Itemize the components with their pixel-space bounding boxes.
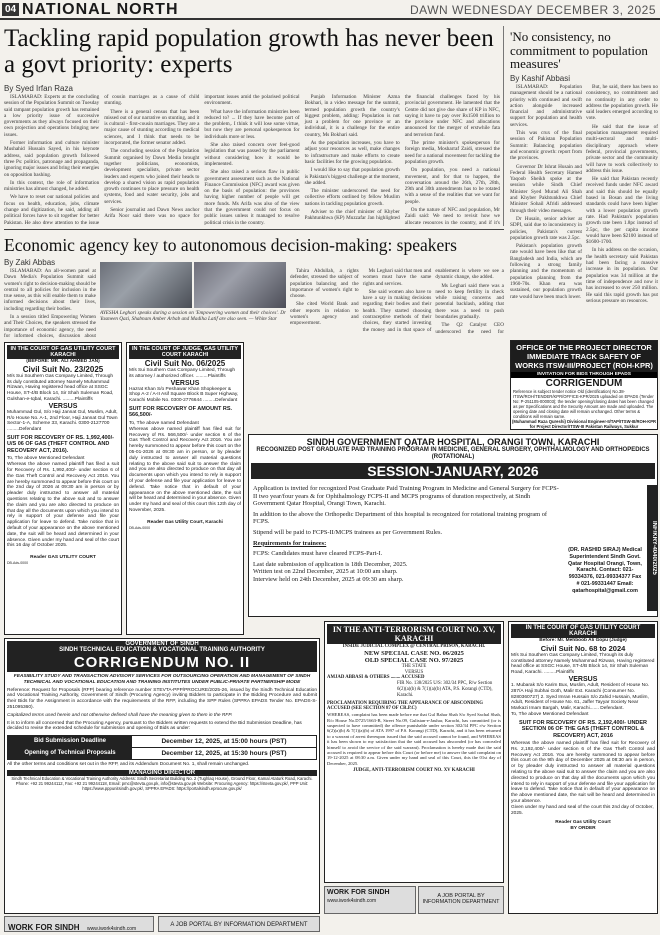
ad-atc-versus: VERSUS [404, 669, 424, 675]
ad-right-plaintiff: M/s Sui Southern Gas Company Limited, Through its duly constituted attorney Namely Muhammad Rizwan, Having registered head office at SSGC House, ST-4/B Block 14, Sir Shah Suleman Road, Karachi. .........Plaintiffs [511, 652, 655, 676]
ad-mid-suit: Civil Suit No. 06/2025 [144, 359, 226, 368]
ad-mid-court: IN THE COURT OF JUDGE, GAS UTILITY COURT KARACHI [129, 345, 241, 359]
photo-caption: AYESHA Leghari speaks during a session on 'Empowering women and their choices'. Dr Yasmeen Qazi, Shabnam Amber Arbab and Madiha Latif are also seen. — White Star [100, 310, 286, 323]
ad-right-to: To, The above Mentioned Defendant [511, 711, 589, 717]
ad-left-body: Whereas the above named plaintiff has filed a suit for Recovery of Rs. 1,992,400/- under section 6 of the Gas Theft Control and Recovery Act 2016. You are hereby summoned to appear before this court on the 2nd day of 2026 at 09:30 am in person or by pleader duly instructed to answer all material questions relating to the above suit and to answer the claim and you are also directed to produce on that day all the documents upon which you intend to rely in support of your defense and file your application for leave to defend. Take notice that in default of your appearance on the above mentioned date, the suit will be heard and determined in your absence. Given under my hand and seal of the court this 16 day of October 2025. [7, 462, 119, 549]
session-photo [100, 262, 192, 308]
ad-atc-inside: INSIDE JUDICIAL COMPLEX @ CENTRAL PRISON, KARACHI. [342, 644, 486, 649]
ad-mid-plaintiff: M/s Sui Southern Gas Company Limited, Through its attorney / authorized officer. .........Plaintiffs [129, 368, 236, 379]
footer-job-portal-2-label: A JOB PORTAL BY INFORMATION DEPARTMENT [422, 893, 500, 905]
schedule-value-2: December 12, 2025, at 15:30 hours (PST) [161, 750, 287, 758]
ad-project-director [510, 340, 658, 430]
schedule-row-2 [7, 748, 317, 760]
footer-work-mid-url: www.iwork4sindh.com [327, 898, 377, 904]
ad-qatar-hospital [248, 434, 658, 617]
ad-mid-title: SUIT FOR RECOVERY OF AMOUNT RS. 566,500/- [129, 405, 233, 419]
ad-atc-body: WHEREAS, complaint has been made before me that Gul Bahar Shah S/o Syed Sachal Shah, R/o House No.D725/1663-B, Street No.09, Gulistan-e-Jauhar, Karachi, has committed (or is suspected to have committed) the offence punishable under section 302/34 PPC r/w Section 6(2)(a)(b) & 7(1)(a)(b) of ATA 1997 of P.S. Korangi (CTD), Karachi, and it has been returned to a warrant of arrest thereupon issued that the said accused cannot be found, and WHEREAS it has been shown to my satisfaction that the said accused has absconded (or has concealed himself to avoid the service of the said warrant). Proclamation is hereby made that the said accused is required to appear before this Court (or before me) to answer the said complaint on 19-12-2025 at 08:30 a.m. Given under my hand and seal of this Court, this the 01st day of December, 2025. [327, 712, 501, 766]
ad-project-code [511, 429, 657, 430]
ad-atc-accused: AMJAD ABBASI & OTHERS ........ ACCUSED [327, 675, 425, 681]
ad-right-suit: Civil Suit No. 68 to 2024 [540, 643, 626, 653]
ad-sindh-dept: SINDH TECHNICAL EDUCATION & VOCATIONAL TRAINING AUTHORITY [7, 647, 317, 653]
ad-hospital-sign: (DR. RASHID SIRAJ) Medical Superintendent Sindh Govt. Qatar Hospital Orangi, Town, Karachi. Contact: 021-99334376, 021-99334377 Fax # 021-99331447 Email: qatarhospital@gmail.com [568, 547, 642, 594]
ad-sindh-project: FEASIBILITY STUDY AND TRANSACTION ADVISORY SERVICES FOR OUTSOURCING OPERATION AND MANAGEMENT OF SINDH TECHNICAL AND VOCATIONAL EDUCATION AND TRAINING INSTITUTES UNDER PUBLIC-PRIVATE PARTNERSHIP MODE [13, 674, 311, 685]
story1-body: ISLAMABAD: Experts at the concluding session of the Population Summit on Tuesday said rampant population growth has remained a low priority issue of successive governments as they always focused on their own projection and operations bringing new issues. Former information and culture minister Mushahid Hussain Sayed, in his keynote address, said population growth followed three Ps: politics, patronage and propaganda, ignoring major issues and bring their energies on opposition bashing. In this context, the role of information ministries has almost changed, he added. We have to reset our national policies and focus on health, education, jobs, climate change and digitization, he said, adding all political forces have to sit together for better Pakistan. He also drew attention to the issue of cousin marriages as a cause of child stunting. There is a general census that has been missed out of our narrative on stunting, and it is cultural - first-cousin marriages. They are a major cause of stunting according to medical sciences, and I think that needs to be incorporated, the former senator added. The concluding session of the Population Summit organised by Dawn Media brought together politicians, economists, development specialists, private sector leaders and experts who joined their heads to develop a shared vision as rapid population growth continues to place pressure on health systems, food and water security, jobs and services. Senior journalist and Dawn News anchor Arifa Noor said there was no space for important issues amid the polarised political environment. What have the information ministries been reduced to? ... If they have become part of the problem,. I think it will lose some virtue, but now they are personal spokesperson for individuals more or less. She also raised concern over feel-good legislation that was passed by the parliament without considering how it would be implemented. She also raised a serious flaw in public government assessment such as the National Finance Commission (NFC) award was given on the basis of population: the provinces having higher number of people will get more funds. Ms Arifa was also of the view that the government could not focus on public issues unless it managed to resolve political crisis in the country. Punjab Information Minister Azma Bokhari, in a video message for the summit, termed population growth the country's biggest problem, adding: Population is not just a problem for one province or an individual, it is a challenge for the entire country, Ms Bokhari said. As the population increases, you have to adjust your resources as well, make changes to infrastructure and make efforts to create basic facilities for the growing population. I would like to say that population growth is Pakistan's biggest challenge at the moment, she added. The minister underscored the need for collective efforts outlined by fellow Muslim nations in tackling population growth. Adviser to the chief minister of Khyber Pakhtunkhwa (KP) Muzzafar Jan highlighted the financial challenges faced by his provincial government. He lamented that the Centre did not give due share of KP in NFC, saying it have to pay over Rs1500 trillion to the province under NFC and allocations announced for the merger of erstwhile fata and terrorism fund. The prime minister's spokesperson for foreign media, Mosharraf Zaidi, stressed the need for a national movement for tackling the population growth. On population, you need a national movement, and for that to happen, the conversation around the 26th, 27th, 28th, 29th and 30th amendments has to be rotated with a sense of the realities that we want for people. On the nature of NFC and population, Mr Zaidi said: We need to revisit how we allocate resources in the country, and if it's [4, 94, 500, 226]
ad-mid-sign: Reader Gas Utility Court, Karachi [147, 519, 223, 525]
ad-project-sign: (Muhammad Raza Qureshi) Divisional Engineer-II/TAP/ITSW-III/ROH-KPR for Project Director/ITSW-III Pakistan Railways, Sukkur [511, 418, 657, 429]
schedule-value-1: December 12, 2025, at 15:00 hours (PST) [161, 738, 287, 746]
ad-hospital-interview: Interview held on 24th December, 2025 at 09:30 am sharp. [253, 575, 404, 583]
story3-byline: By Zaki Abbas [4, 258, 56, 267]
ad-project-title: OFFICE OF THE PROJECT DIRECTOR IMMEDIATE TRACK SAFETY OF WORKS ITSW-III/PROJECT (ROH-KPR) [511, 341, 657, 372]
ad-sindh-md: MANAGING DIRECTOR [7, 770, 317, 776]
ad-right-before: Before: Mr. Mehboob Ali Gopu (Judge) [539, 638, 627, 643]
ad-right-versus: VERSUS [568, 675, 598, 683]
ad-sindh-cap: Capitalized terms used herein and not otherwise defined shall have the meaning given to them in the RFP. [7, 712, 233, 718]
ad-hospital-inf: INF/KRY-4040/2025 [647, 485, 657, 611]
schedule-row-1 [7, 735, 317, 748]
ad-mid-code: DB-Ads-0000 [129, 525, 151, 530]
session-photo-2 [194, 262, 286, 308]
ad-left-versus: VERSUS [48, 402, 78, 410]
ad-gas-court-right [508, 621, 658, 914]
ad-hospital-p1: Application is invited for recognized Post Graduate Paid Training Program in Medicine and General Surgery for FCPS-II two year/four years & for Ophthalmology FCPS-II and MCPS programs of duration respectively, at Sindh Government Qatar Hospital, Orangi Town, Karachi. [253, 485, 559, 508]
ad-atc-proclamation: PROCLAMATION REQUIRING THE APPEARANCE OF ABSCONDING ACCUSED (SEE SECTION 87 OF CR.P.C) [327, 700, 483, 712]
footer-work-mid [324, 886, 416, 914]
ad-project-invite: INVITATION FOR BIDS THROUGH EPADS [511, 372, 657, 378]
footer-work-left-label: WORK FOR SINDH [8, 923, 80, 932]
ad-right-court: IN THE COURT OF GAS UTILITY COURT KARACHI [511, 624, 655, 638]
ad-right-body: Whereas the above named plaintiff has filed suit for Recovery of Rs. 2,192,400/- under section 6 of the Gas Theft Control and Recovery Act 2016. You are hereby summoned to appear before this court on the 9th day of December 2025 at 08:30 am in person, or by pleader duly instructed to answer all material questions relating to the above said suit to answer the claim and you are also directed to produce on that day all the documents upon which you intend to rely in support of your defense and file your application for leave to defend. Take notice that in default of your appearance on the above mentioned date, the suit will be heard and determined in your absence. [511, 740, 655, 804]
ad-hospital-p2: In addition to the above the Orthopedic Department of this hospital is recognized for rotational training program of FCPS. [253, 510, 548, 526]
column-divider [503, 26, 504, 226]
ad-atc-judge: JUDGE, ANTI-TERRORISM COURT NO. XV KARACHI [353, 768, 475, 774]
story3-body-right: Tahira Abdullah, a rights defender, stressed the subject of population balancing and the importance of women's right to choose. She cited World Bank and other reports in relation to women's agency and empowerment. Ms Leghari said that men and women must have the same rights and services. She said women also have to have a say in making decisions regarding their bodies and their health. They started choosing contraceptive methods of their choices, they started investing the money and in that space of enablement is where we see a dynamic change, she added. Ms Leghari said there was a need to keep fertility in check while raising concerns and potential backlash, adding that there was a need to push boundaries gradually. The Q2 Catalyst CEO underscored the need for [290, 268, 504, 335]
ad-mid-versus: VERSUS [170, 379, 200, 387]
footer-job-portal-2 [418, 886, 504, 914]
section-title: NATIONAL NORTH [22, 1, 179, 18]
ad-gas-court-mid [126, 342, 244, 635]
schedule-label-1: Bid Submission Deadline [8, 736, 132, 747]
ad-atc-state: THE STATE [401, 663, 427, 669]
divider [4, 229, 504, 230]
page-number: 04 [2, 3, 19, 16]
ad-left-suit: Civil Suit No. 23/2025 [22, 364, 104, 374]
edition-date: DAWN WEDNESDAY DECEMBER 3, 2025 [409, 3, 656, 17]
story3-headline: Economic agency key to autonomous decision-making: speakers [4, 235, 457, 255]
ad-left-court: IN THE COURT OF GAS UTILITY COURT KARACHI [7, 345, 119, 359]
ad-left-plaintiff: M/s Sui Southern Gas Company Limited, Through its duly constituted attorney Namely Muhammad Rizwan, Having registered head office at SSGC House, ST-4/B Block 14, Sir Shah Suleman Road, Gulshan-e-Iqbal, Karachi. .........Plaintiffs [7, 373, 114, 402]
ad-sindh-ref: Reference: Request for Proposals (RFP) bearing reference number STEVTA-PPP/PROCURE/2025-26, issued by the Sindh Technical Education and Vocational Training Authority, Government of Sindh (Procuring Agency) inviting Bidders to participate in the Bidding Procedure and submit their Bids for the Assignment in accordance with the requirements of the RFP, including the SPP Rules (SPPRA EPADS Tender No. EPADS-S-251095360). [7, 687, 317, 710]
ad-mid-defendant: Hazrat Khan S/o Peshawar Khan Shopkeeper & Shop A-2 / A-II Asif Square Block B Super Highway, Karachi Mobile No. 0300-2776644 .........Defendant [129, 386, 239, 404]
footer-work-left-url: www.iwork4sindh.com [87, 926, 137, 932]
footer-work-mid-label: WORK FOR SINDH [327, 889, 390, 896]
ad-right-given: Given under my hand and seal of the court this 2nd day of October, 2025. [511, 804, 654, 816]
ad-left-title: SUIT FOR RECOVERY OF RS. 1,992,400/- U/S 06 OF GAS (THEFT CONTROL AND RECOVERY ACT, 2016). [7, 434, 114, 454]
ad-left-to: To, The above Mentioned Defendant [7, 456, 85, 462]
page-header [0, 0, 660, 20]
story1-byline: By Syed Irfan Raza [4, 84, 73, 93]
story3-body-left: ISLAMABAD: An all-women panel at Dawn Media's Population Summit said women's right to decision-making should be central to all policies for inclusion in the true sense, as this will enable them to make informed decisions about their lives, including regarding their bodies. In a session titled Empowering Women and Their Choices, the speakers stressed the importance of economic agency, the need for informed choices, discussion about [4, 268, 96, 338]
ad-left-before: (BEFORE: MR. ALI AHMED JAN) [26, 359, 100, 364]
ad-right-by-order: BY ORDER [570, 826, 596, 832]
story2-byline: By Kashif Abbasi [510, 74, 571, 83]
ad-sindh-corrigendum: CORRIGENDUM NO. II [7, 653, 317, 672]
ad-project-body: Reference is subject tender notice Old (identification) No.38-ITSW/ROH/TENDER/KPR/OFFICE-KPR/2025 uploaded on EPADS (Tender No: P-251105-000003); the tender opening/closing dates has been changed as per Specifications and the Security Amount are made and uploaded. The opening date and closing date will remain unchanged. Other terms & conditions will remain same. [513, 388, 654, 419]
ad-sindh-gov: GOVERNMENT OF SINDH [7, 641, 317, 647]
ad-sindh-note: All the other terms and conditions set out in the RFP, and its Addendum Document No. 1, shall remain unchanged. [7, 762, 250, 768]
ad-atc-fir: FIR No. 138/2025 U/S: 302/34 PPC, R/w Section 6(2)(a)(b) & 7(1)(a)(b) ATA, P.S. Korangi (CTD), Karachi. [397, 681, 493, 698]
ad-hospital-sub: RECOGNIZED POST GRADUATE PAID TRAINING PROGRAM IN MEDICINE, GENERAL SURGERY, OPHTHALMOLOGY AND ORTHOPEDICS (ROTATIONAL) [256, 447, 650, 460]
ad-hospital-req: Requirements for trainees: [253, 539, 327, 547]
ad-atc-case2: OLD SPECIAL CASE NO. 97/2025 [364, 656, 464, 664]
ad-hospital-session: SESSION-JANUARY, 2026 [251, 463, 655, 479]
ad-right-title: SUIT FOR RECOVERY OF RS. 2,192,400/- UNDER SECTION 06 OF THE GAS (THEFT CONTROL & RECOVERY) ACT, 2016 [518, 719, 648, 739]
ad-gas-court-left [4, 342, 122, 635]
ad-left-sign: Reader GAS UTILITY COURT [30, 555, 96, 561]
ad-atc-court: IN THE ANTI-TERRORISM COURT NO. XV, KARACHI [327, 624, 501, 644]
story2-body: ISLAMABAD: Population management should be a national priority with continued and swift action alongside increased financial and administrative support for population and health services. This was crux of the final session of Pakistan Population Summit: Balancing population and economic growth: report from the provinces. Governor Dr Ishrat Husain and Federal Health Secretary Hamed Yaqoob Sheikh spoke at the session while Sindh Chief Minister Syed Murad Ali Shah and Khyber Pakhtunkhwa Chief Minister Sohail Afridi addressed through their video messages. Dr Husain, senior adviser at SDPI, said due to inconsistency in policies, Pakistan's current population growth rate was 2.5pc. Pakistan's population growth rate would have been like that of Bangladesh and India, which are following a strong family planning and the momentum of population planning from the 1960-70s. Khan era was sustained, our population growth rate would have been much lower. But, he said, there has been no consistency, no commitment and no continuity in any order to address the population growth. He said leaders emerged according to vote. He said that the issue of population management required multi-sectoral and multi-disciplinary approach where federal, provincial governments, private sector and the community will have to work collectively to address this issue. He said that Pakistan recently received funds under NFC award and said this should be equally based in Bosan and the living standards could have been higher with a lower population growth rate. Had Pakistan's population growth rate been 1.8pc instead of 2.5pc, the per capita income would have been $2100 instead of $1600-1700. In his address on the occasion, the health secretary said Pakistan had been facing a massive increase in its population. Our population was 34 million at the time of independence and now it has increased to over 250 million. He said this rapid growth has put serious pressure on resources. [510, 84, 658, 304]
ad-atc-case1: NEW SPECIAL CASE NO. 06/2025 [364, 649, 464, 657]
footer-work-left [4, 916, 154, 932]
ad-right-defendant: 1. Mubarak S/o Karim Bux, Muslim, Adult, Resident of House No. 287/A Haji Subhai Goth, Malir Ext. Karachi (Consumer No. 8280360727) 2. Syed Imran Hussain S/o Zahid Hussain, Muslim, Adult, Resident of House No. 61, Jaffer Tayyar Society Near Markazi Imam Bargah, Malir, Karachi....... Defendant. [511, 682, 650, 712]
ad-left-code: DB-Ads-0000 [7, 561, 29, 566]
ad-mid-to: To, The above named Defendant [129, 420, 199, 426]
ad-sindh-addr: Sindh Technical Education & Vocational Training Authority Address: Sindh Secretariat Building No. 2 (Tughlaq House), Ground Floor, Kamal Ataturk Road, Karachi. Phone: +92 21 99244112, Fax: +92 21 99244118, Email: pmc@stevta.gov.pk, info@stevta.gov.pk Website: Procuring Agency: https://stevta.gov.pk/, PPP Unit: https://www.pppunitsindh.gov.pk/, SPPRA EPADS: https://portalsindh.eprocure.gov.pk/ [11, 775, 313, 792]
ad-hospital-last: Last date submission of application is 18th December, 2025. [253, 560, 408, 568]
ad-right-sign: Reader Gas Utility Court [555, 820, 611, 826]
footer-job-portal [158, 916, 320, 932]
ad-left-defendant: Muhammad Gul, S/o Haji Jannat Gul, Muslim, Adult, R/o House No. A-1, 2nd Floor, Haji Jannat Gul Town Sector-1-A, Scheme 33, Karachi. 0300-2127700 .........Defendant [7, 409, 118, 433]
story2-headline: 'No consistency, no commitment to population measures' [510, 29, 648, 72]
ad-mid-body: Whereas above named plaintiff has filed suit for Recovery of Rs. 566,500/- under section 6 of the Gas Theft Control and Recovery Act 2016. You are hereby summoned to appear before this court on the 05-01-2026 at 09:30 am in person, or by pleader duly instructed to answer all material questions relating to the above said suit to answer the claim and you are also directed to produce on that day all documents upon which you intend to rely in support of your defense and file your application for leave to defend. Take notice that in default of your appearance on the above mentioned date, the suit will be heard and determined in your absence. Given under my hand and seal of this court this 12th day of November, 2025. [129, 426, 241, 513]
schedule-label-2: Opening of Technical Proposals [8, 748, 132, 759]
ad-hospital-p3: Stipend will be paid to FCPS-II/MCPS trainees as per Government Rules. [253, 528, 443, 536]
ad-hospital-org: SINDH GOVERNMENT QATAR HOSPITAL, ORANGI TOWN, KARACHI [306, 437, 600, 447]
footer-job-portal-label: A JOB PORTAL BY INFORMATION DEPARTMENT [170, 922, 308, 928]
story1-headline: Tackling rapid population growth has never been a govt priority: experts [4, 25, 494, 79]
ad-stevta-corrigendum [4, 638, 320, 914]
ad-project-corrigendum: CORRIGENDUM [545, 377, 623, 389]
ad-anti-terrorism-court [324, 621, 504, 883]
ad-hospital-written: Written test on 22nd December, 2025 at 10:00 am sharp. [253, 568, 398, 576]
ad-hospital-fcps: FCPS: Candidates must have cleared FCPS-Part-I. [253, 550, 383, 558]
ad-sindh-inform: It is to inform all concerned that the Procuring Agency, pursuant to the Bidders written requests to extend the Bid Submission Deadline, has decided to revise the extended schedule for submission and opening of Bids as under: [7, 720, 302, 732]
